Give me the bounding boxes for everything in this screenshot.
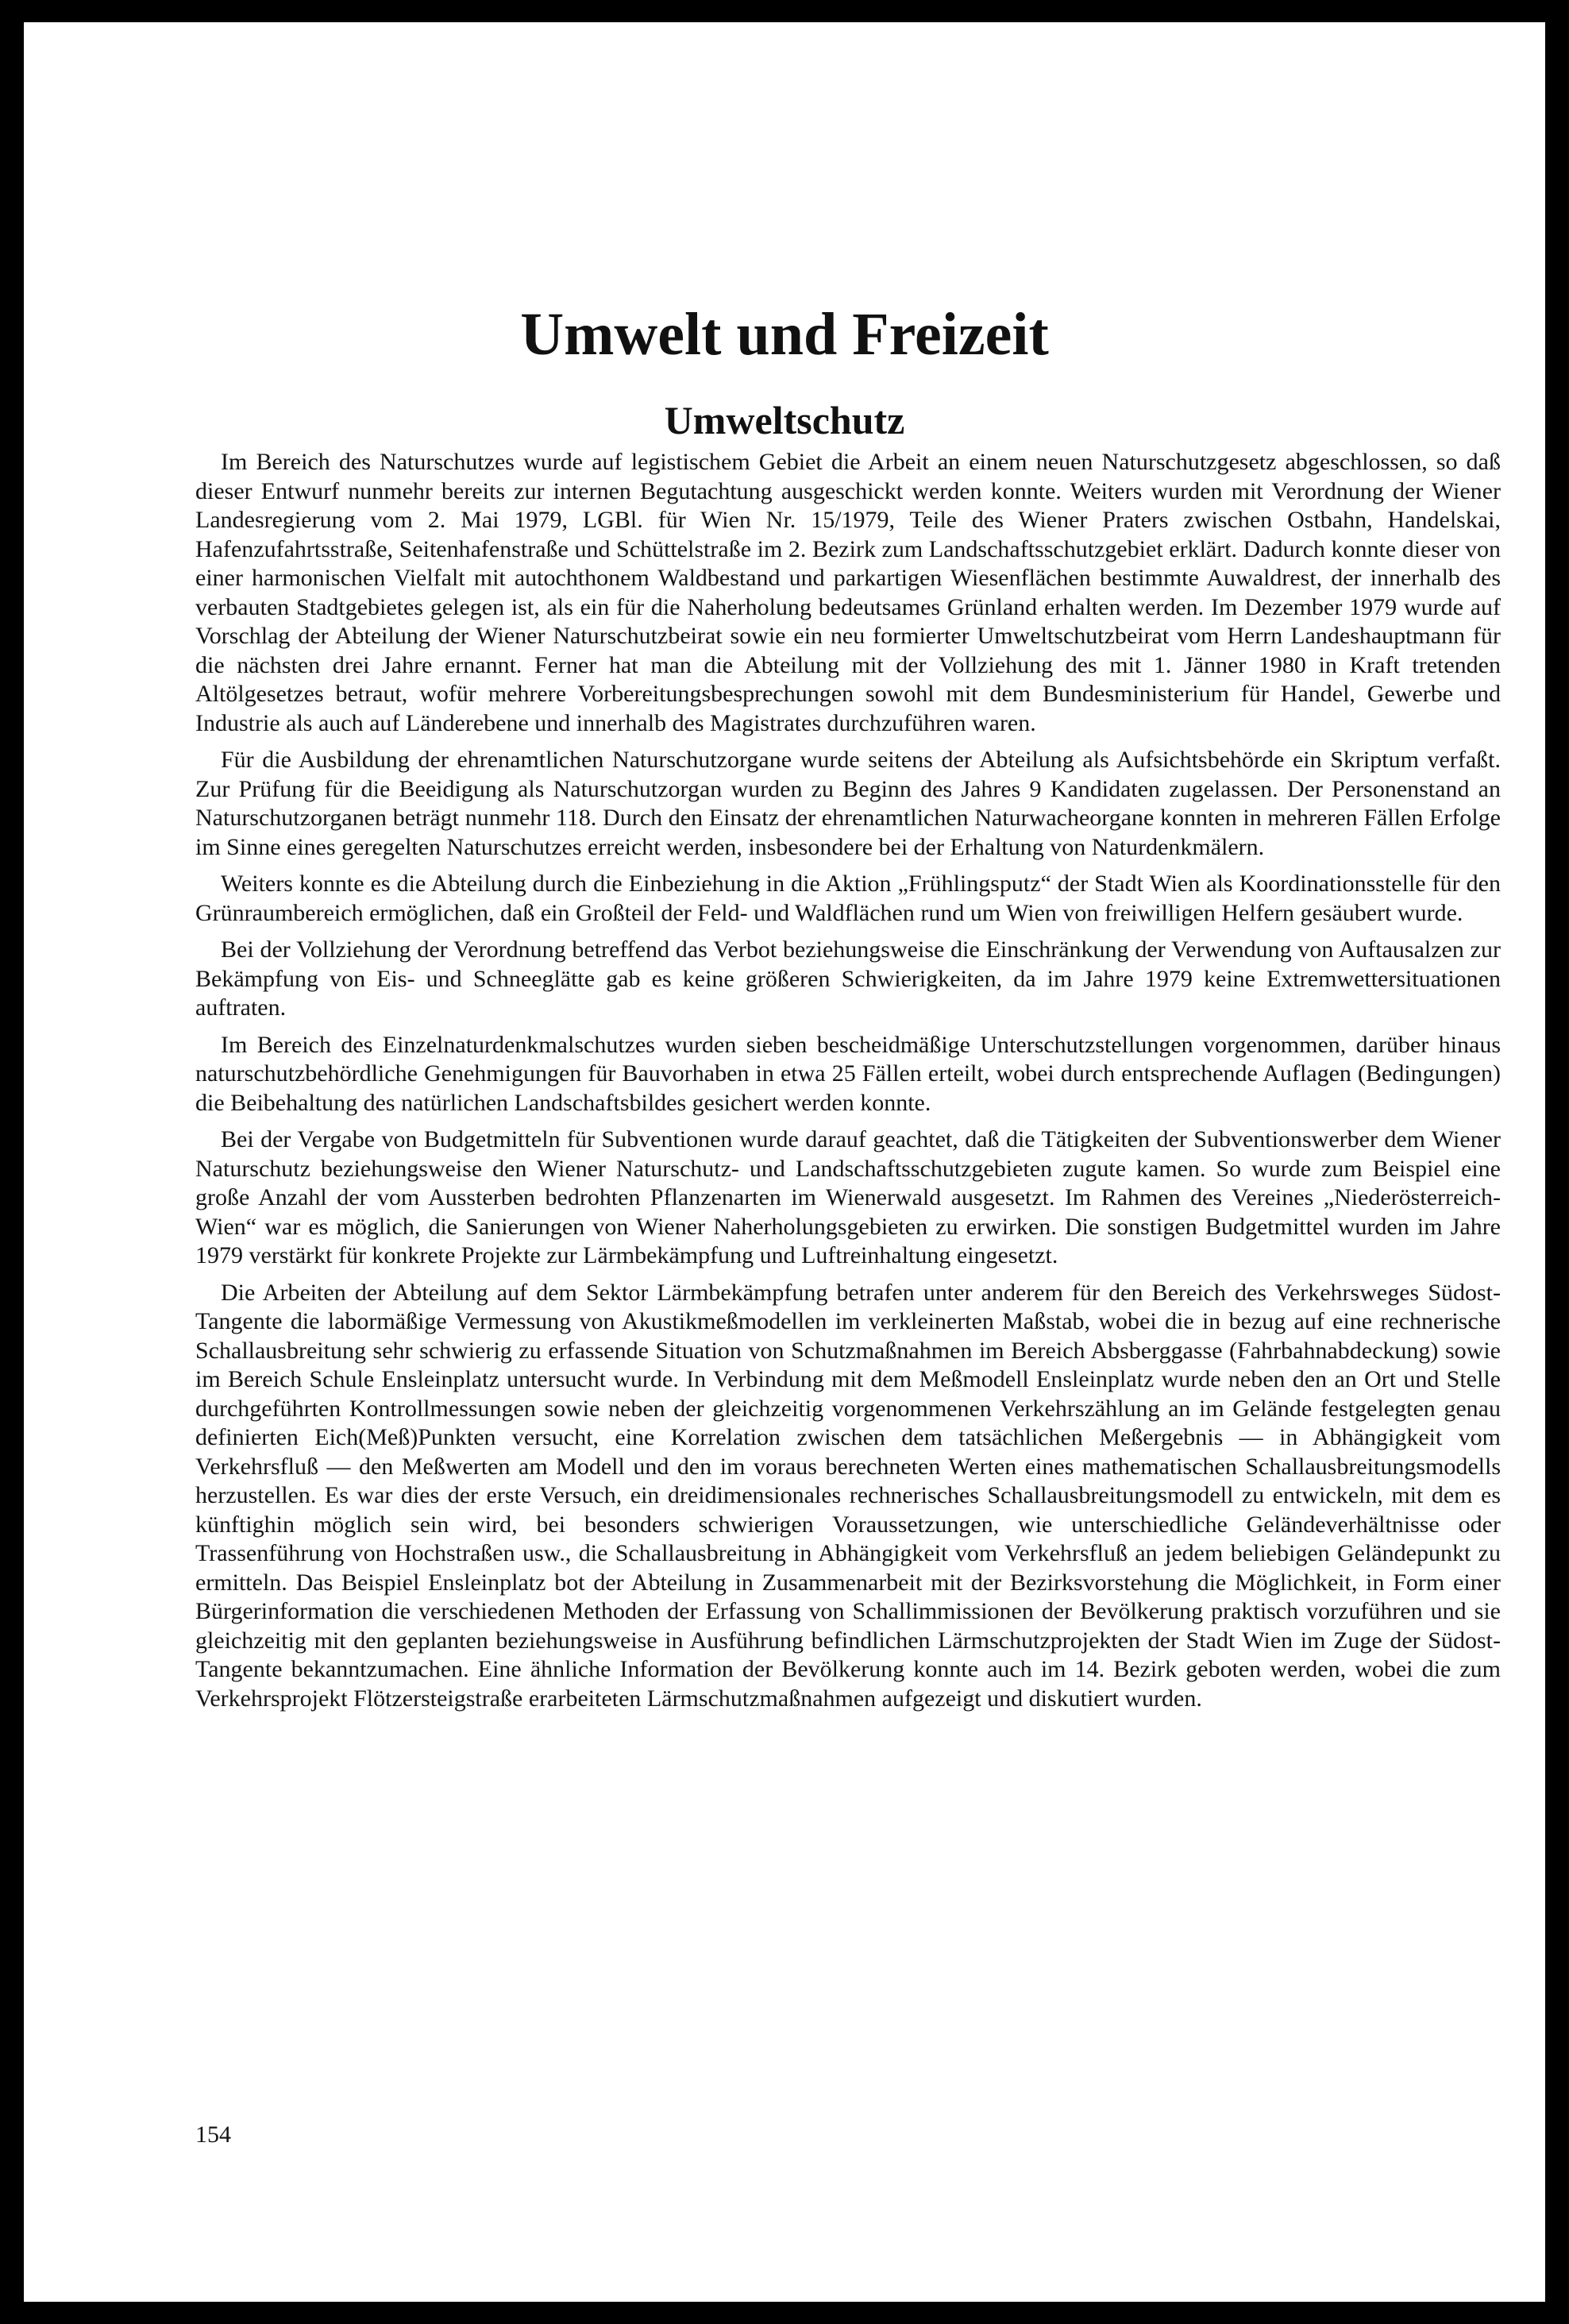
- paragraph-naturdenkmalschutz: Im Bereich des Einzelnaturdenkmalschutzes wurden sieben bescheidmäßige Unterschutzstellungen vorgenommen, darüber hinaus naturschutzbehördliche Genehmigungen für Bauvorhaben in etwa 25 Fällen erteilt, wobei durch entsprechende Auflagen (Bedingungen) die Beibehaltung des natürlichen Landschaftsbildes gesichert werden konnte.: [195, 1031, 1501, 1116]
- paragraph-subventionen: Bei der Vergabe von Budgetmitteln für Subventionen wurde darauf geachtet, daß die Tätigkeiten der Subventionswerber dem Wiener Naturschutz beziehungsweise den Wiener Naturschutz- und Landschaftsschutzgebieten zugute kamen. So wurde zum Beispiel eine große Anzahl der vom Aussterben bedrohten Pflanzenarten im Wienerwald ausgesetzt. Im Rahmen des Vereines „Niederösterreich-Wien“ war es möglich, die Sanierungen von Wiener Naherholungsgebieten zu erwirken. Die sonstigen Budgetmittel wurden im Jahre 1979 verstärkt für konkrete Projekte zur Lärmbekämpfung und Luftreinhaltung eingesetzt.: [195, 1126, 1501, 1268]
- page-number: 154: [195, 2121, 231, 2148]
- paragraph-auftausalze: Bei der Vollziehung der Verordnung betreffend das Verbot beziehungsweise die Einschränkung der Verwendung von Auftausalzen zur Bekämpfung von Eis- und Schneeglätte gab es keine größeren Schwierigkeiten, da im Jahre 1979 keine Extremwettersituationen auftraten.: [195, 936, 1501, 1021]
- body-text: [195, 448, 1501, 1721]
- paragraph-laermbekaempfung: Die Arbeiten der Abteilung auf dem Sektor Lärmbekämpfung betrafen unter anderem für den Bereich des Verkehrsweges Südost-Tangente die labormäßige Vermessung von Akustikmeßmodellen im verkleinerten Maßstab, wobei die in bezug auf eine rechnerische Schallausbreitung sehr schwierig zu erfassende Situation von Schutzmaßnahmen im Bereich Absberggasse (Fahrbahnabdeckung) sowie im Bereich Schule Ensleinplatz untersucht wurde. In Verbindung mit dem Meßmodell Ensleinplatz wurde neben den an Ort und Stelle durchgeführten Kontrollmessungen sowie neben der gleichzeitig vorgenommenen Verkehrszählung an im Gelände festgelegten genau definierten Eich(Meß)Punkten versucht, eine Korrelation zwischen dem tatsächlichen Meßergebnis — in Abhängigkeit vom Verkehrsfluß — den Meßwerten am Modell und den im voraus berechneten Werten eines mathematischen Schallausbreitungsmodells herzustellen. Es war dies der erste Versuch, ein dreidimensionales rechnerisches Schallausbreitungsmodell zu entwickeln, mit dem es künftighin möglich sein wird, bei besonders schwierigen Voraussetzungen, wie unterschiedliche Geländeverhältnisse oder Trassenführung von Hochstraßen usw., die Schallausbreitung in Abhängigkeit vom Verkehrsfluß an jedem beliebigen Geländepunkt zu ermitteln. Das Beispiel Ensleinplatz bot der Abteilung in Zusammenarbeit mit der Bezirksvorstehung die Möglichkeit, in Form einer Bürgerinformation die verschiedenen Methoden der Erfassung von Schallimmissionen der Bevölkerung praktisch vorzuführen und sie gleichzeitig mit den geplanten beziehungsweise in Ausführung befindlichen Lärmschutzprojekten der Stadt Wien im Zuge der Südost-Tangente bekanntzumachen. Eine ähnliche Information der Bevölkerung konnte auch im 14. Bezirk geboten werden, wobei die zum Verkehrsprojekt Flötzersteigstraße erarbeiteten Lärmschutzmaßnahmen aufgezeigt und diskutiert wurden.: [195, 1279, 1501, 1712]
- section-title: Umweltschutz: [664, 398, 905, 442]
- paragraph-naturschutzorgane: Für die Ausbildung der ehrenamtlichen Naturschutzorgane wurde seitens der Abteilung als Aufsichtsbehörde ein Skriptum verfaßt. Zur Prüfung für die Beeidigung als Naturschutzorgan wurden zu Beginn des Jahres 9 Kandidaten zugelassen. Der Personenstand an Naturschutzorganen beträgt nunmehr 118. Durch den Einsatz der ehrenamtlichen Naturwacheorgane konnten in mehreren Fällen Erfolge im Sinne eines geregelten Naturschutzes erreicht werden, insbesondere bei der Erhaltung von Naturdenkmälern.: [195, 747, 1501, 860]
- page-title: Umwelt und Freizeit: [520, 301, 1049, 368]
- paragraph-fruehlingsputz: Weiters konnte es die Abteilung durch die Einbeziehung in die Aktion „Frühlingsputz“ der Stadt Wien als Koordinationsstelle für den Grünraumbereich ermöglichen, daß ein Großteil der Feld- und Waldflächen rund um Wien von freiwilligen Helfern gesäubert wurde.: [195, 871, 1501, 926]
- document-page: [24, 22, 1545, 2302]
- paragraph-naturschutzgesetz: Im Bereich des Naturschutzes wurde auf legistischem Gebiet die Arbeit an einem neuen Naturschutzgesetz abgeschlossen, so daß dieser Entwurf nunmehr bereits zur internen Begutachtung ausgeschickt werden konnte. Weiters wurden mit Verordnung der Wiener Landesregierung vom 2. Mai 1979, LGBl. für Wien Nr. 15/1979, Teile des Wiener Praters zwischen Ostbahn, Handelskai, Hafenzufahrtsstraße, Seitenhafenstraße und Schüttelstraße im 2. Bezirk zum Landschaftsschutzgebiet erklärt. Dadurch konnte dieser von einer harmonischen Vielfalt mit autochthonem Waldbestand und parkartigen Wiesenflächen bestimmte Auwaldrest, der innerhalb des verbauten Stadtgebietes gelegen ist, als ein für die Naherholung bedeutsames Grünland erhalten werden. Im Dezember 1979 wurde auf Vorschlag der Abteilung der Wiener Naturschutzbeirat sowie ein neu formierter Umweltschutzbeirat vom Herrn Landeshauptmann für die nächsten drei Jahre ernannt. Ferner hat man die Abteilung mit der Vollziehung des mit 1. Jänner 1980 in Kraft tretenden Altölgesetzes betraut, wofür mehrere Vorbereitungsbesprechungen sowohl mit dem Bundesministerium für Handel, Gewerbe und Industrie als auch auf Länderebene und innerhalb des Magistrates durchzuführen waren.: [195, 449, 1501, 736]
